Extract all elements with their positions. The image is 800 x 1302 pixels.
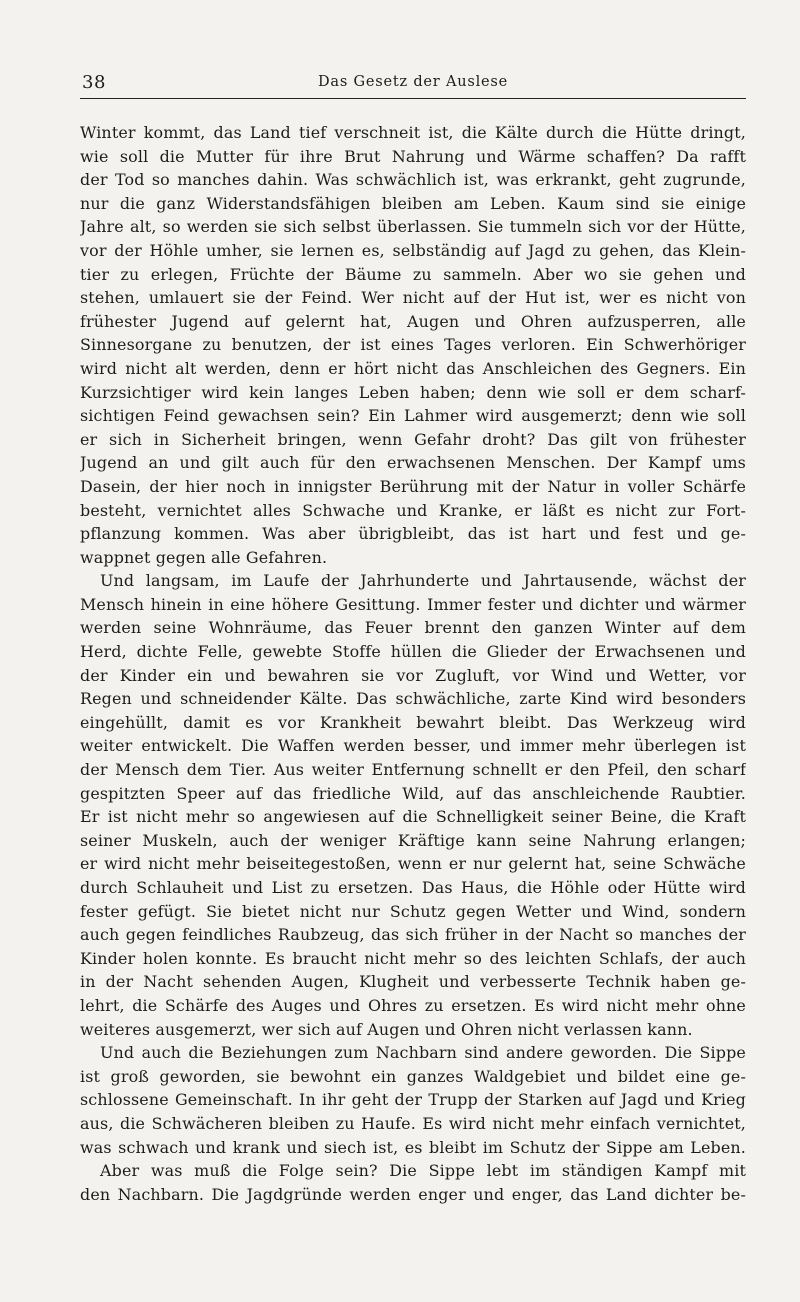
text-line: der Tod so manches dahin. Was schwächlich ist, was erkrankt, geht zugrunde, [80, 170, 746, 190]
text-line: weiter entwickelt. Die Waffen werden besser, und immer mehr überlegen ist [80, 736, 746, 756]
text-line: der Kinder ein und bewahren sie vor Zugluft, vor Wind und Wetter, vor [80, 665, 746, 685]
text-line: tier zu erlegen, Früchte der Bäume zu sammeln. Aber wo sie gehen und [80, 264, 746, 284]
text-line: er sich in Sicherheit bringen, wenn Gefahr droht? Das gilt von frühester [80, 429, 746, 449]
text-line: fester gefügt. Sie bietet nicht nur Schutz gegen Wetter und Wind, sondern [80, 901, 746, 921]
text-line: Kurzsichtiger wird kein langes Leben haben; denn wie soll er dem scharf- [80, 382, 746, 402]
text-line: lehrt, die Schärfe des Auges und Ohres zu ersetzen. Es wird nicht mehr ohne [80, 995, 746, 1015]
text-line: seiner Muskeln, auch der weniger Kräftige kann seine Nahrung erlangen; [80, 830, 746, 850]
paragraph-end-line: weiteres ausgemerzt, wer sich auf Augen und Ohren nicht verlassen kann. [80, 1019, 693, 1039]
text-line: Dasein, der hier noch in innigster Berührung mit der Natur in voller Schärfe [80, 476, 746, 496]
text-line: stehen, umlauert sie der Feind. Wer nicht auf der Hut ist, wer es nicht von [80, 288, 746, 308]
text-line: vor der Höhle umher, sie lernen es, selbständig auf Jagd zu gehen, das Klein- [80, 240, 746, 260]
page-header [80, 70, 746, 99]
text-line: Mensch hinein in eine höhere Gesittung. Immer fester und dichter und wärmer [80, 594, 746, 614]
text-line: Jahre alt, so werden sie sich selbst überlassen. Sie tummeln sich vor der Hütte, [80, 217, 746, 237]
text-line: werden seine Wohnräume, das Feuer brennt den ganzen Winter auf dem [80, 618, 746, 638]
text-line: der Mensch dem Tier. Aus weiter Entfernung schnellt er den Pfeil, den scharf [80, 760, 746, 780]
text-line: wird nicht alt werden, denn er hört nicht das Anschleichen des Gegners. Ein [80, 358, 746, 378]
text-line: gespitzten Speer auf das friedliche Wild, auf das anschleichende Raubtier. [80, 783, 746, 803]
text-line: Winter kommt, das Land tief verschneit ist, die Kälte durch die Hütte dringt, [80, 123, 746, 142]
text-line: frühester Jugend auf gelernt hat, Augen und Ohren aufzusperren, alle [80, 311, 746, 331]
text-line: was schwach und krank und siech ist, es bleibt im Schutz der Sippe am Leben. [80, 1137, 746, 1157]
text-line: Herd, dichte Felle, gewebte Stoffe hüllen die Glieder der Erwachsenen und [80, 642, 746, 662]
body-text [80, 121, 746, 1206]
text-line: Aber was muß die Folge sein? Die Sippe lebt im ständigen Kampf mit [100, 1161, 746, 1181]
text-line: er wird nicht mehr beiseitegestoßen, wenn er nur gelernt hat, seine Schwäche [80, 854, 746, 874]
text-line: Regen und schneidender Kälte. Das schwächliche, zarte Kind wird besonders [80, 689, 746, 709]
text-line: eingehüllt, damit es vor Krankheit bewahrt bleibt. Das Werkzeug wird [80, 712, 746, 732]
running-head: Das Gesetz der Auslese [317, 74, 509, 90]
paragraph-start-line: Und auch die Beziehungen zum Nachbarn sind andere geworden. Die Sippe [100, 1043, 746, 1063]
text-line: auch gegen feindliches Raubzeug, das sich früher in der Nacht so manches der [80, 925, 746, 945]
text-line: sichtigen Feind gewachsen sein? Ein Lahmer wird ausgemerzt; denn wie soll [80, 406, 746, 426]
text-line: nur die ganz Widerstandsfähigen bleiben am Leben. Kaum sind sie einige [80, 193, 746, 213]
text-line: den Nachbarn. Die Jagdgründe werden enger und enger, das Land dichter be- [80, 1184, 746, 1204]
text-line: schlossene Gemeinschaft. In ihr geht der Trupp der Starken auf Jagd und Krieg [80, 1090, 746, 1110]
text-line: wie soll die Mutter für ihre Brut Nahrung und Wärme schaffen? Da rafft [80, 146, 746, 166]
text-line: in der Nacht sehenden Augen, Klugheit und verbesserte Technik haben ge- [80, 972, 746, 992]
text-line: durch Schlauheit und List zu ersetzen. Das Haus, die Höhle oder Hütte wird [80, 878, 746, 897]
text-line: Kinder holen konnte. Es braucht nicht mehr so des leichten Schlafs, der auch [80, 948, 746, 968]
text-line: aus, die Schwächeren bleiben zu Haufe. Es wird nicht mehr einfach vernichtet, [80, 1113, 746, 1133]
text-line: ist groß geworden, sie bewohnt ein ganzes Waldgebiet und bildet eine ge- [80, 1066, 746, 1086]
paragraph-end-line: wappnet gegen alle Gefahren. [80, 547, 328, 567]
text-line: besteht, vernichtet alles Schwache und Kranke, er läßt es nicht zur Fort- [80, 500, 746, 520]
text-line: pflanzung kommen. Was aber übrigbleibt, das ist hart und fest und ge- [80, 524, 746, 544]
text-line: Sinnesorgane zu benutzen, der ist eines Tages verloren. Ein Schwerhöriger [80, 335, 746, 355]
text-line: Er ist nicht mehr so angewiesen auf die Schnelligkeit seiner Beine, die Kraft [80, 807, 746, 827]
text-line: Jugend an und gilt auch für den erwachsenen Menschen. Der Kampf ums [80, 453, 746, 473]
page-number: 38 [82, 72, 106, 93]
paragraph-start-line: Und langsam, im Laufe der Jahrhunderte und Jahrtausende, wächst der [100, 571, 746, 591]
